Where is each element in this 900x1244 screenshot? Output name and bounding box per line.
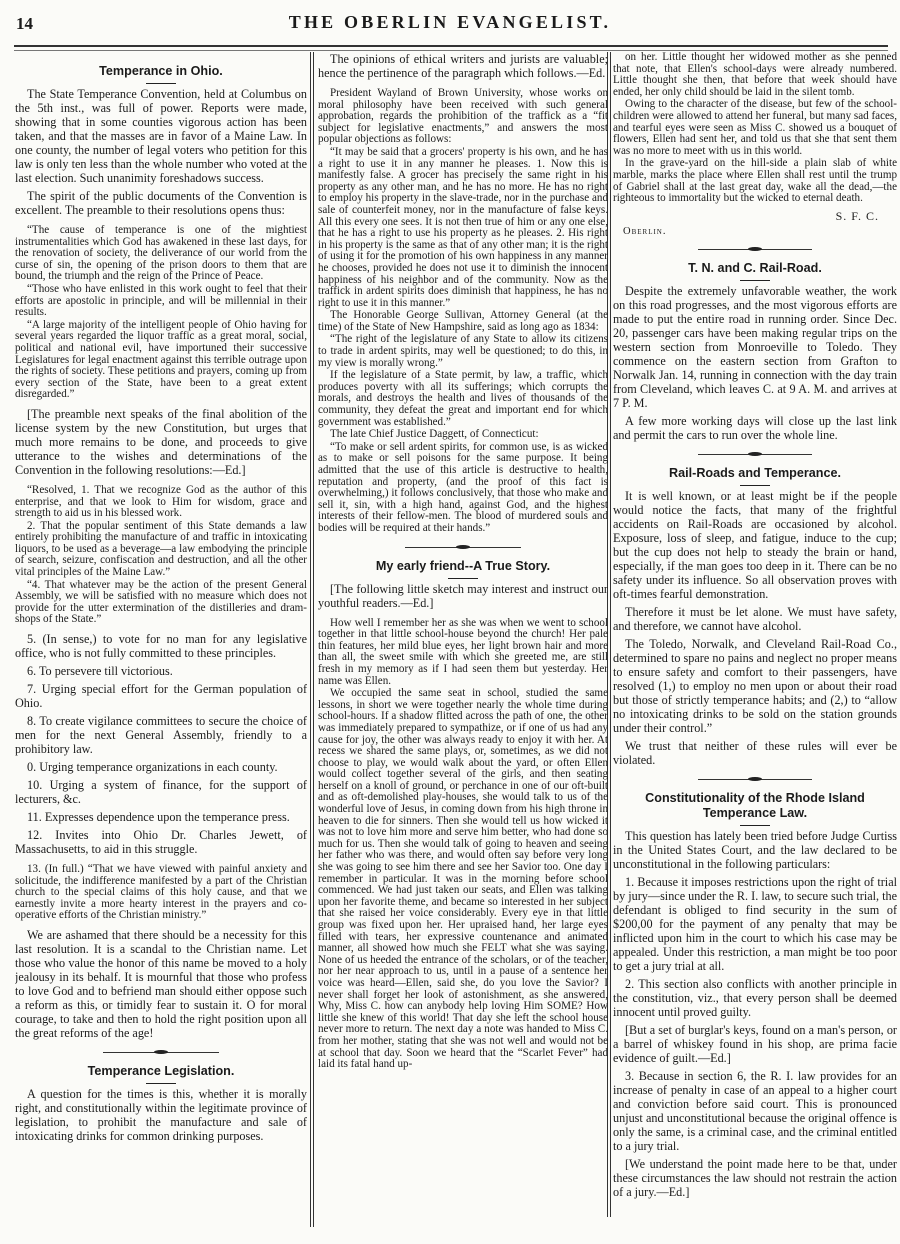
paragraph: The Toledo, Norwalk, and Cleveland Rail-Road Co., determined to spare no pains and neglect no proper means to ensure safety and comfort to their passengers, have resolved (1,) to employ no men upon or about their road but those of strictly temperance habits; and (2,) to “allow no intoxicating drinks to be sold on the station grounds under their control.” <box>613 636 897 735</box>
paragraph: Despite the extremely unfavorable weather, the work on this road progresses, and the most vigorous efforts are made to put the entire road in running order. Since Dec. 20, passenger cars have been making regular trips on the western section from Monroeville to Toledo. They commence on the eastern section from Grafton to Norwalk Jan. 14, running in connection with the day train from Cleveland, which leaves C. at 9 A. M. and arrives at 7 P. M. <box>613 283 897 410</box>
quoted-paragraph: “Those who have enlisted in this work ought to feel that their efforts are apostolic in principle, and will be millennial in their results. <box>15 282 307 319</box>
quoted-paragraph: We occupied the same seat in school, studied the same lessons, in short we were together nearly the whole time during school-hours. If a shadow flitted across the path of one, the other was immediately prepared to sympathize, or if one of us had any cause for joy, the other was always ready to enjoy it with her. At recess we shared the same plays, or, sometimes, as we did not choose to play, we would walk about the yard, or often Ellen would collect together several of the girls, and then seating herself on a knoll of ground, or perchance in one of our oft-built and as oft-demolished play-houses, she would talk to us of the wonderful love of Jesus, in coming down from his high throne in heaven to die for sinners. Then she would tell us how wicked it was not to love him more and serve him better, who had done so much for us. Then she would talk of going to heaven and seeing her father who was there, and would often say before very long she was going to see him there and see her Savior too. One day I remember in particular. It was in the morning before school commenced. We had just taken our seats, and Ellen was talking upon her favorite theme, and became so interested in her subject that she raised her voice considerably. Every eye in that little group was fixed upon her. Her upraised hand, her large eyes filled with tears, her expressive countenance and animated manner, all showed how much she FELT what she was saying. None of us heeded the entrance of the scholars, or of the teacher, nor her near approach to us, until in a pause of a sentence her voice was heard—Ellen, said she, do you love the Savior? I never shall forget her look of astonishment, as she answered, Why, Miss C. how can anybody help loving Him SOME? How little she knew of this world! That day she left the school house never more to return. The next day a note was handed to Miss C. from her mother, stating that she was not well and would not be at school that day. Soon we heard that the “Scarlet Fever” had laid its fatal hand up- <box>318 687 608 1071</box>
column-3 <box>613 52 897 1234</box>
paragraph: 0. Urging temperance organizations in each county. <box>27 760 278 775</box>
paragraph: 7. Urging special effort for the German population of Ohio. <box>15 682 307 711</box>
quoted-paragraph: “Resolved, 1. That we recognize God as the author of this enterprise, and that we look to Him for wisdom, grace and strength to aid us in his blessed work. <box>15 483 307 520</box>
column-2 <box>318 52 608 1234</box>
paragraph: The State Temperance Convention, held at Columbus on the 5th inst., was full of power. Reports were made, showing that in some counties vigorous action has been taken, and that the masses are in favor of a Maine Law. In one county, the number of legal voters who petition for this law is only ten less than the whole number who voted at the last election. Such unanimity foreshadows success. <box>15 87 307 185</box>
dateline: Oberlin. <box>623 225 667 237</box>
quoted-paragraph: How well I remember her as she was when we went to school together in that little school-house beyond the church! Her pale thin features, her mild blue eyes, her light brown hair and more than all, the sweet smile with which she greeted me, are still fresh in my memory as if I had seen them but yesterday. Her name was Ellen. <box>318 616 608 687</box>
quoted-paragraph: “4. That whatever may be the action of the present General Assembly, we will be satisfied with no measure which does not provide for the utter extermination of the distilleries and dram-shops of the State.” <box>15 578 307 626</box>
article-heading: Temperance Legislation. <box>15 1064 307 1084</box>
article-heading: Constitutionality of the Rhode Island Temperance Law. <box>613 791 897 826</box>
paragraph: 3. Because in section 6, the R. I. law provides for an increase of penalty in case of an appeal to a higher court and conviction before said court. This is pronounced unjust and unconstitutional because the original offence is only the same, is a criminal case, and the criminal entitled to a jury trial. <box>613 1068 897 1153</box>
paragraph: 11. Expresses dependence upon the temperance press. <box>27 810 290 825</box>
paragraph: 1. Because it imposes restrictions upon the right of trial by jury—since under the R. I. law, to secure such trial, the defendant is obliged to find security in the sum of $200,00 for the payment of any penalty that may be inflicted upon him in the court to which his case may be appealed. Under this restriction, a man might be too poor to get a jury trial at all. <box>613 874 897 973</box>
quoted-paragraph: “The right of the legislature of any State to allow its citizens to trade in ardent spirits, may well be questioned; to do this, in my view is morally wrong.” <box>318 333 608 369</box>
paragraph: The spirit of the public documents of the Convention is excellent. The preamble to their resolutions opens thus: <box>15 189 307 217</box>
paragraph: We trust that neither of these rules will ever be violated. <box>613 738 897 767</box>
article-heading: Temperance in Ohio. <box>15 64 307 84</box>
paragraph: A few more working days will close up the last link and permit the cars to run over the whole line. <box>613 413 897 442</box>
quoted-paragraph: The Honorable George Sullivan, Attorney General (at the time) of the State of New Hampshire, said as long ago as 1834: <box>318 309 608 333</box>
signature: S. F. C. <box>835 208 879 223</box>
column-divider <box>310 52 314 1227</box>
paragraph: 5. (In sense,) to vote for no man for any legislative office, who is not fully committed to these principles. <box>15 632 307 661</box>
paragraph: [The preamble next speaks of the final abolition of the license system by the new Constitution, but urges that much more remains to be done, and proceeds to give utterance to the wishes and determinations of the Convention in the following resolutions:—Ed.] <box>15 406 307 477</box>
paragraph: The opinions of ethical writers and jurists are valuable; hence the pertinence of the paragraph which follows.—Ed. <box>318 52 608 80</box>
article-heading: T. N. and C. Rail-Road. <box>613 261 897 281</box>
quoted-paragraph: on her. Little thought her widowed mother as she penned that note, that Ellen's school-days were already numbered. Little thought she then, that before that week should have ended, her only child should be laid in the silent tomb. <box>613 52 897 98</box>
paragraph: This question has lately been tried before Judge Curtiss in the United States Court, and the law declared to be unconstitutional in the following particulars: <box>613 828 897 871</box>
page-number: 14 <box>16 14 33 33</box>
quoted-paragraph: In the grave-yard on the hill-side a plain slab of white marble, marks the place where Ellen shall rest until the trump of Gabriel shall at the last great day, wake all the dead,—the righteous to immortality but the wicked to eternal death. <box>613 157 897 205</box>
quoted-paragraph: President Wayland of Brown University, whose works on moral philosophy have been received with such general approbation, regards the prohibition of the traffick as a “fit subject for legislative enactments,” and answers the most popular objections as follows: <box>318 87 608 146</box>
paragraph: 12. Invites into Ohio Dr. Charles Jewett, of Massachusetts, to aid in this struggle. <box>15 828 307 857</box>
section-divider <box>613 448 897 460</box>
section-divider <box>613 243 897 255</box>
quoted-paragraph: The late Chief Justice Daggett, of Connecticut: <box>330 428 539 441</box>
quoted-paragraph: Owing to the character of the disease, but few of the school-children were allowed to attend her funeral, but many sad faces, and tearful eyes were seen as Miss C. showed us a bouquet of flowers, Ellen had sent her, and told us that she that sent them was no more to meet with us in this world. <box>613 98 897 157</box>
paragraph: A question for the times is this, whether it is morally right, and constitutionally within the legitimate province of legislation, to prohibit the manufacture and sale of intoxicating drinks for common drinking purposes. <box>15 1087 307 1143</box>
paragraph: Therefore it must be let alone. We must have safety, and therefore, we cannot have alcohol. <box>613 604 897 633</box>
paragraph: 6. To persevere till victorious. <box>27 664 173 679</box>
column-1 <box>15 58 307 1234</box>
section-divider <box>613 773 897 785</box>
quoted-paragraph: “To make or sell ardent spirits, for common use, is as wicked as to make or sell poisons for the same purpose. It being admitted that the use of this article is destructive to health, reputation and property, (and the proof of this fact is overwhelming,) it follows conclusively, that those who make and sell it, sin, with a high hand, against God, and the highest interests of their fellow-men. The blood of murdered souls and bodies will be required at their hands.” <box>318 440 608 534</box>
quoted-paragraph: If the legislature of a State permit, by law, a traffic, which produces poverty with all its sufferings; which corrupts the morals, and destroys the health and lives of thousands of the community, they defeat the great and important end for which government was established.” <box>318 369 608 428</box>
paragraph: [But a set of burglar's keys, found on a man's person, or a barrel of whiskey found in his shop, are prima facie evidence of guilt.—Ed.] <box>613 1022 897 1065</box>
quoted-paragraph: 2. That the popular sentiment of this State demands a law entirely prohibiting the manufacture of and traffic in intoxicating liquors, to be used as a beverage—a law embodying the principle of search, seizure, confiscation and destruction, and all the other vital principles of the Maine Law.” <box>15 519 307 579</box>
quoted-paragraph: “It may be said that a grocers' property is his own, and he has a right to use it in any manner he pleases. 1. Now this is manifestly false. A grocer has precisely the same right in his property as any other man, and he has no more. He has no right to employ his property in the slave-trade, nor in the purchase and sale of counterfeit money, nor in the manufacture of false keys. All this every one sees. It is not then true of him or any one else, that he has a right to use his property as he pleases. 2. His right in his property is the same as that of any other man; it is the right of using it for the promotion of his own happiness in any manner he chooses, provided he does not use it to diminish the innocent happiness of his neighbor and of the community. Now as the traffick in ardent spirits does diminish that happiness, he has no right to use it in this manner.” <box>318 145 608 309</box>
quoted-paragraph: “The cause of temperance is one of the mightiest instrumentalities which God has awakened in these last days, for the renovation of society, the deliverance of our world from the curse of sin, the opening of the prison doors to them that are bound, the triumph and the reign of the Prince of Peace. <box>15 224 307 283</box>
article-heading: Rail-Roads and Temperance. <box>613 466 897 486</box>
paragraph: 10. Urging a system of finance, for the support of lecturers, &c. <box>15 778 307 807</box>
quoted-paragraph: “A large majority of the intelligent people of Ohio having for several years regarded the liquor traffic as a great moral, social, political and national evil, have importuned their successive Legislatures for legal enactment against this terrible outrage upon the rights of society. These petitions and prayers, coming up from every section of the State, have been to a great extent disregarded.” <box>15 318 307 401</box>
section-divider <box>318 541 608 553</box>
paragraph: [We understand the point made here to be that, under these circumstances the law should not restrain the action of a jury.—Ed.] <box>613 1156 897 1199</box>
section-divider <box>15 1046 307 1058</box>
paragraph: 8. To create vigilance committees to secure the choice of men for the next General Assembly, friendly to a prohibitory law. <box>15 714 307 757</box>
paragraph: We are ashamed that there should be a necessity for this last resolution. It is a scandal to the Christian name. Let those who value the honor of this name be moved to a holy jealousy in its behalf. It is mournful that those who profess to love God and to befriend man should either oppose such a reform as this, or timidly fear to sustain it. O for moral courage, to take and then to hold the right position upon all the great reforms of the age! <box>15 928 307 1040</box>
paragraph: It is well known, or at least might be if the people would notice the facts, that many of the frightful accidents on Rail-Roads are occasioned by alcohol. Exposure, loss of sleep, and fatigue, induce to the cup; but the cup does not help to steady the brain or hand, especially, if the man goes too deep in it. There can be no safety under its influence. So all observation proves with oft-times fearful demonstration. <box>613 488 897 601</box>
newspaper-title: THE OBERLIN EVANGELIST. <box>288 12 612 32</box>
paragraph: [The following little sketch may interest and instruct our youthful readers.—Ed.] <box>318 581 608 610</box>
quoted-paragraph: 13. (In full.) “That we have viewed with painful anxiety and solicitude, the indifference manifested by a part of the Christian church to the special claims of this holy cause, and that we earnestly invite a more hearty interest in the prayers and co-operative efforts of the Christian ministry.” <box>15 863 307 922</box>
header-rule <box>14 45 888 51</box>
paragraph: 2. This section also conflicts with another principle in the constitution, viz., that every person shall be deemed innocent until proved guilty. <box>613 976 897 1019</box>
article-heading: My early friend--A True Story. <box>318 559 608 579</box>
